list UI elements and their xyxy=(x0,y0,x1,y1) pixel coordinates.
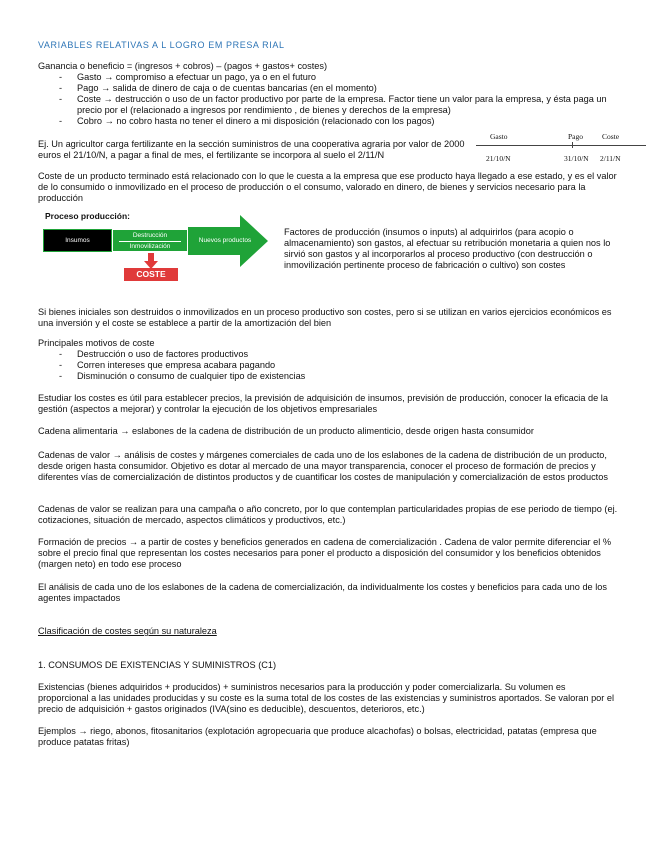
ejemplos-text: Ejemplos → riego, abonos, fitosanitarios (explotación agropecuaria que produce alcachofas) o bolsas, electricidad, patatas (empresa que produce patatas fritas) xyxy=(38,726,597,747)
list-item: - Disminución o consumo de cualquier tipo de existencias xyxy=(38,371,618,382)
timeline xyxy=(472,131,646,167)
analisis-text: El análisis de cada uno de los eslabones de la cadena de comercialización, da individualmente los costes y beneficios para cada uno de los agentes impactados xyxy=(38,582,607,603)
list-item: - Gasto → compromiso a efectuar un pago, ya o en el futuro xyxy=(38,72,608,83)
cadenas-campana: Cadenas de valor se realizan para una campaña o año concreto, por lo que contemplan particularidades propias de ese periodo de tiempo (ej. cotizaciones, situación de mercado, aspectos climáticos y productivos, etc.) xyxy=(38,504,618,525)
formacion-precios: Formación de precios → a partir de costes y beneficios generados en cadena de comercialización . Cadena de valor permite diferenciar el % sobre el precio final que representan los costes necesarios para poner el producto a disposición del consumidor y los beneficios obtenidos (margen neto) en todo ese proceso xyxy=(38,537,611,569)
list-item: - Destrucción o uso de factores productivos xyxy=(38,349,618,360)
existencias-text: Existencias (bienes adquiridos + producidos) + suministros necesarios para la producción y poder comercializarla. Su volumen es proporcional a las unidades producidas y su coste es la suma total de los costes de las existencias y suministros aportados. Se valoran por el precio de adquisición + gastos originados (IVA(sino es deducible), descuentos, deterioros, etc.) xyxy=(38,682,615,714)
timeline-date: 31/10/N xyxy=(564,154,589,163)
nuevos-productos-box: Nuevos productos xyxy=(198,237,252,244)
ganancia-list xyxy=(38,72,608,127)
list-item: - Corren intereses que empresa acabara pagando xyxy=(38,360,618,371)
coste-definition: Coste de un producto terminado está relacionado con lo que le cuesta a la empresa que ese producto haya llegado a ese estado, y es el valor de lo consumido o inmovilizado en el proceso de producción o el consumo, valorado en dinero, de bienes y servicios necesario para la producción xyxy=(38,171,617,203)
bienes-text: Si bienes iniciales son destruidos o inmovilizados en un proceso productivo son costes, pero si se utilizan en varios ejercicios económicos es una inversión y el coste se establece a partir de la amortización del bien xyxy=(38,307,612,328)
factores-text: Factores de producción (insumos o inputs) al adquirirlos (para acopio o almacenamiento) son gastos, al efectuar su retribución monetaria a quien nos lo sirvió son gastos y al incorporarlos al proceso productivo (con destrucción o inmovilización pertinente proceso de fabricación o cultivo) son costes xyxy=(284,227,611,270)
ganancia-formula: Ganancia o beneficio = (ingresos + cobros) – (pagos + gastos+ costes) xyxy=(38,61,328,71)
timeline-axis xyxy=(476,145,646,146)
example-text: Ej. Un agricultor carga fertilizante en la sección suministros de una cooperativa agraria por valor de 2000 euros el 21/10/N, a pagar a final de mes, el fertilizante se incorpora al suelo el 2/11/N xyxy=(38,139,465,160)
list-item: - Pago → salida de dinero de caja o de cuentas bancarias (en el momento) xyxy=(38,83,608,94)
section-1-heading: 1. CONSUMOS DE EXISTENCIAS Y SUMINISTROS (C1) xyxy=(38,660,277,670)
timeline-label: Gasto xyxy=(490,132,508,141)
timeline-label: Pago xyxy=(568,132,583,141)
inmovilizacion-label: Inmovilización xyxy=(119,241,181,251)
motivos-list xyxy=(38,349,618,382)
destruccion-label: Destrucción xyxy=(132,232,168,239)
estudiar-text: Estudiar los costes es útil para establecer precios, la previsión de adquisición de insumos, previsión de producción, conocer la eficacia de la gestión (aspectos a mejorar) y controlar la ejecución de los objetivos empresariales xyxy=(38,393,608,414)
cadena-valor: Cadenas de valor → análisis de costes y márgenes comerciales de cada uno de los eslabones de la cadena de distribución de un producto, desde origen hasta consumidor. Objetivo es dotar al mercado de una mayor transparencia, conocer el proceso de formación de precios y diferentes vías de comercialización de distintos productos y de cuantificar los costes de manipulación y comercialización de estos productos xyxy=(38,450,608,482)
process-diagram xyxy=(40,211,270,291)
coste-box: COSTE xyxy=(124,268,178,281)
timeline-date: 2/11/N xyxy=(600,154,621,163)
list-item: - Coste → destrucción o uso de un factor productivo por parte de la empresa. Factor tiene un valor para la empresa, y ésta paga un precio por el (relacionado a ingresos por rendimiento , de bienes y derechos de la empresa) xyxy=(38,94,608,116)
destruccion-box xyxy=(112,229,188,252)
insumos-box: Insumos xyxy=(43,229,112,252)
cadena-alimentaria: Cadena alimentaria → eslabones de la cadena de distribución de un producto alimenticio, desde origen hasta consumidor xyxy=(38,426,534,436)
down-arrow-icon xyxy=(144,253,158,269)
timeline-tick xyxy=(572,142,573,148)
timeline-date: 21/10/N xyxy=(486,154,511,163)
clasificacion-heading: Clasificación de costes según su naturaleza xyxy=(38,626,217,636)
list-item: - Cobro → no cobro hasta no tener el dinero a mi disposición (relacionado con los pagos) xyxy=(38,116,608,127)
motivos-title: Principales motivos de coste xyxy=(38,338,155,348)
diagram-title: Proceso producción: xyxy=(45,211,131,221)
page-heading: VARIABLES RELATIVAS A L LOGRO EM PRESA RIAL xyxy=(38,40,285,50)
timeline-label: Coste xyxy=(602,132,620,141)
